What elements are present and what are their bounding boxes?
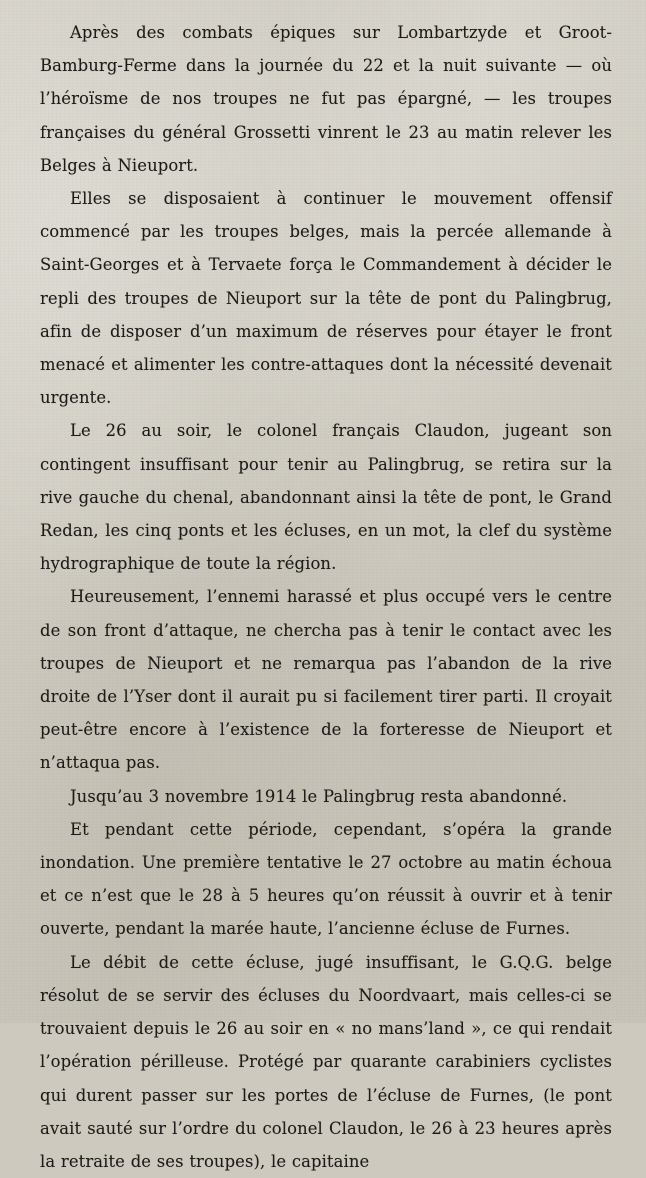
paragraph: Heureusement, l’ennemi harassé et plus occupé vers le centre de son front d’attaque, ne chercha pas à tenir le contact avec les troupes de Nieuport et ne remarqua pas l’abandon de la rive droite de l’Yser dont il aurait pu si facilement tirer parti. Il croyait peut-être encore à l’existence de la forteresse de Nieuport et n’attaqua pas. [40,587,612,773]
paragraph: Le 26 au soir, le colonel français Claudon, jugeant son contingent insuffisant pour tenir au Palingbrug, se retira sur la rive gauche du chenal, abandonnant ainsi la tête de pont, le Grand Redan, les cinq ponts et les écluses, en un mot, la clef du système hydrographique de toute la région. [40,421,612,574]
paragraph: Le débit de cette écluse, jugé insuffisant, le G.Q.G. belge résolut de se servir des écluses du Noordvaart, mais celles-ci se trouvaient depuis le 26 au soir en « no mans’land », ce qui rendait l’opération périlleuse. Protégé par quarante carabiniers cyclistes qui durent passer sur les portes de l’écluse de Furnes, (le pont avait sauté sur l’ordre du colonel Claudon, le 26 à 23 heures après la retraite de ses troupes), le capitaine [40,952,612,1171]
paragraph: Après des combats épiques sur Lombartzyde et Groot-Bamburg-Ferme dans la journée du 22 et la nuit suivante — où l’héroïsme de nos troupes ne fut pas épargné, — les troupes françaises du général Grossetti vinrent le 23 au matin relever les Belges à Nieuport. [40,23,612,175]
paragraph: Elles se disposaient à continuer le mouvement offensif commencé par les troupes belges, mais la percée allemande à Saint-Georges et à Tervaete força le Commandement à décider le repli des troupes de Nieuport sur la tête de pont du Palingbrug, afin de disposer d’un maximum de réserves pour étayer le front menacé et alimenter les contre-attaques dont la nécessité devenait urgente. [40,189,612,408]
paragraph: Jusqu’au 3 novembre 1914 le Palingbrug resta abandonné. [70,786,568,806]
text-column [40,16,612,1178]
paragraph: Et pendant cette période, cependant, s’opéra la grande inondation. Une première tentative le 27 octobre au matin échoua et ce n’est que le 28 à 5 heures qu’on réussit à ouvrir et à tenir ouverte, pendant la marée haute, l’ancienne écluse de Furnes. [40,819,612,939]
